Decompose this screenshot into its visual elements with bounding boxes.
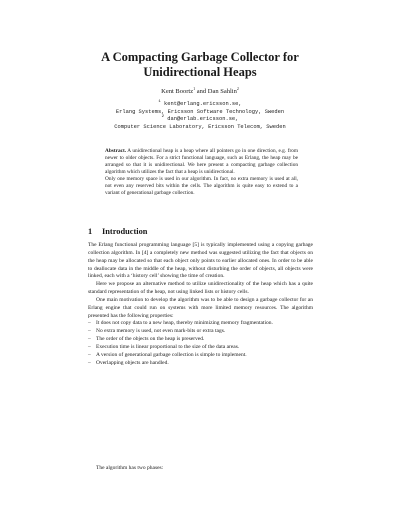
abstract-paragraph-1 [105, 148, 298, 176]
affiliation-mark: 2 [161, 115, 164, 120]
body-paragraph-1: The Erlang functional programming language [5] is typically implemented using a copying garbage collection algorithm. In [4] a completely new method was suggested utilizing the fact that objects on the heap may be allocated so that each object only points to earlier allocated ones. In order to be able to deallocate data in the middle of the heap, without disturbing the order of objects, all objects were linked, each with a ‘history cell’ showing the time of creation. [88, 242, 313, 280]
properties-list [88, 320, 313, 367]
paper-title [0, 50, 400, 80]
abstract-text-2: Only one memory space is used in our algorithm. In fact, no extra memory is used at all, not even any reserved bits within the cells. The algorithm is quite easy to extend to a variant of generational garbage collection. [105, 176, 298, 196]
abstract-text-1: A unidirectional heap is a heap where all pointers go in one direction, e.g. from newer to older objects. For a strict functional language, such as Erlang, the heap may be arranged so that it is unidirectional. We here present a compacting garbage collection algorithm which utilizes the fact that a heap is unidirectional. [105, 148, 298, 175]
list-item-text: Execution time is linear proportional to the size of the data areas. [96, 343, 240, 350]
author-and: and [196, 88, 207, 95]
affiliation-email: dan@erlab.ericsson.se, [167, 116, 239, 123]
title-line-1: A Compacting Garbage Collector for [101, 50, 299, 64]
bullet-dash: – [88, 320, 91, 327]
author-1: Kent Boortz [161, 88, 194, 95]
list-item-text: It does not copy data to a new heap, thereby minimizing memory fragmentation. [96, 320, 273, 327]
body-paragraph-2: Here we propose an alternative method to utilize unidirectionality of the heap which has a quite standard representation of the heap, not using linked lists or history cells. [88, 281, 313, 296]
author-2-mark: 2 [236, 85, 239, 91]
list-item-text: The order of the objects on the heap is preserved. [96, 336, 205, 343]
bullet-dash: – [88, 351, 91, 358]
affiliations [0, 101, 400, 131]
abstract [105, 148, 298, 197]
author-line [0, 85, 400, 96]
affiliation-email: kent@erlang.ericsson.se, [164, 101, 242, 107]
bullet-dash: – [88, 328, 91, 335]
list-item-text: Overlapping objects are handled. [96, 359, 169, 366]
affiliation-org: Computer Science Laboratory, Ericsson Telecom, Sweden [114, 123, 286, 130]
bullet-dash: – [88, 343, 91, 350]
phases-intro: The algorithm has two phases: [96, 465, 164, 471]
author-2: Dan Sahlin [207, 88, 237, 95]
affiliation-line [0, 124, 400, 132]
body-paragraph-3: One main motivation to develop the algorithm was to be able to design a garbage collector for an Erlang engine that could run on systems with more limited memory resources. The algorithm presented has the following properties: [88, 296, 313, 319]
affiliation-mark: 1 [158, 100, 161, 105]
affiliation-line [0, 116, 400, 124]
section-title: Introduction [102, 227, 148, 236]
list-item-text: No extra memory is used, not even mark-bits or extra tags. [96, 328, 226, 335]
list-item-text: A version of generational garbage collection is simple to implement. [96, 351, 247, 358]
list-item [88, 360, 313, 368]
section-number: 1 [88, 227, 93, 236]
affiliation-org: Erlang Systems, Ericsson Software Technology, Sweden [115, 108, 285, 115]
list-item [88, 352, 313, 360]
list-item [88, 320, 313, 328]
list-item [88, 336, 313, 344]
list-item [88, 344, 313, 352]
body-text [88, 242, 313, 368]
abstract-label: Abstract. [105, 148, 127, 154]
author-1-mark: 1 [193, 85, 196, 91]
bullet-dash: – [88, 359, 91, 366]
section-heading [88, 227, 147, 237]
list-item [88, 328, 313, 336]
affiliation-line [0, 101, 400, 109]
bullet-dash: – [88, 336, 91, 343]
title-line-2: Unidirectional Heaps [143, 65, 257, 79]
abstract-paragraph-2 [105, 176, 298, 197]
